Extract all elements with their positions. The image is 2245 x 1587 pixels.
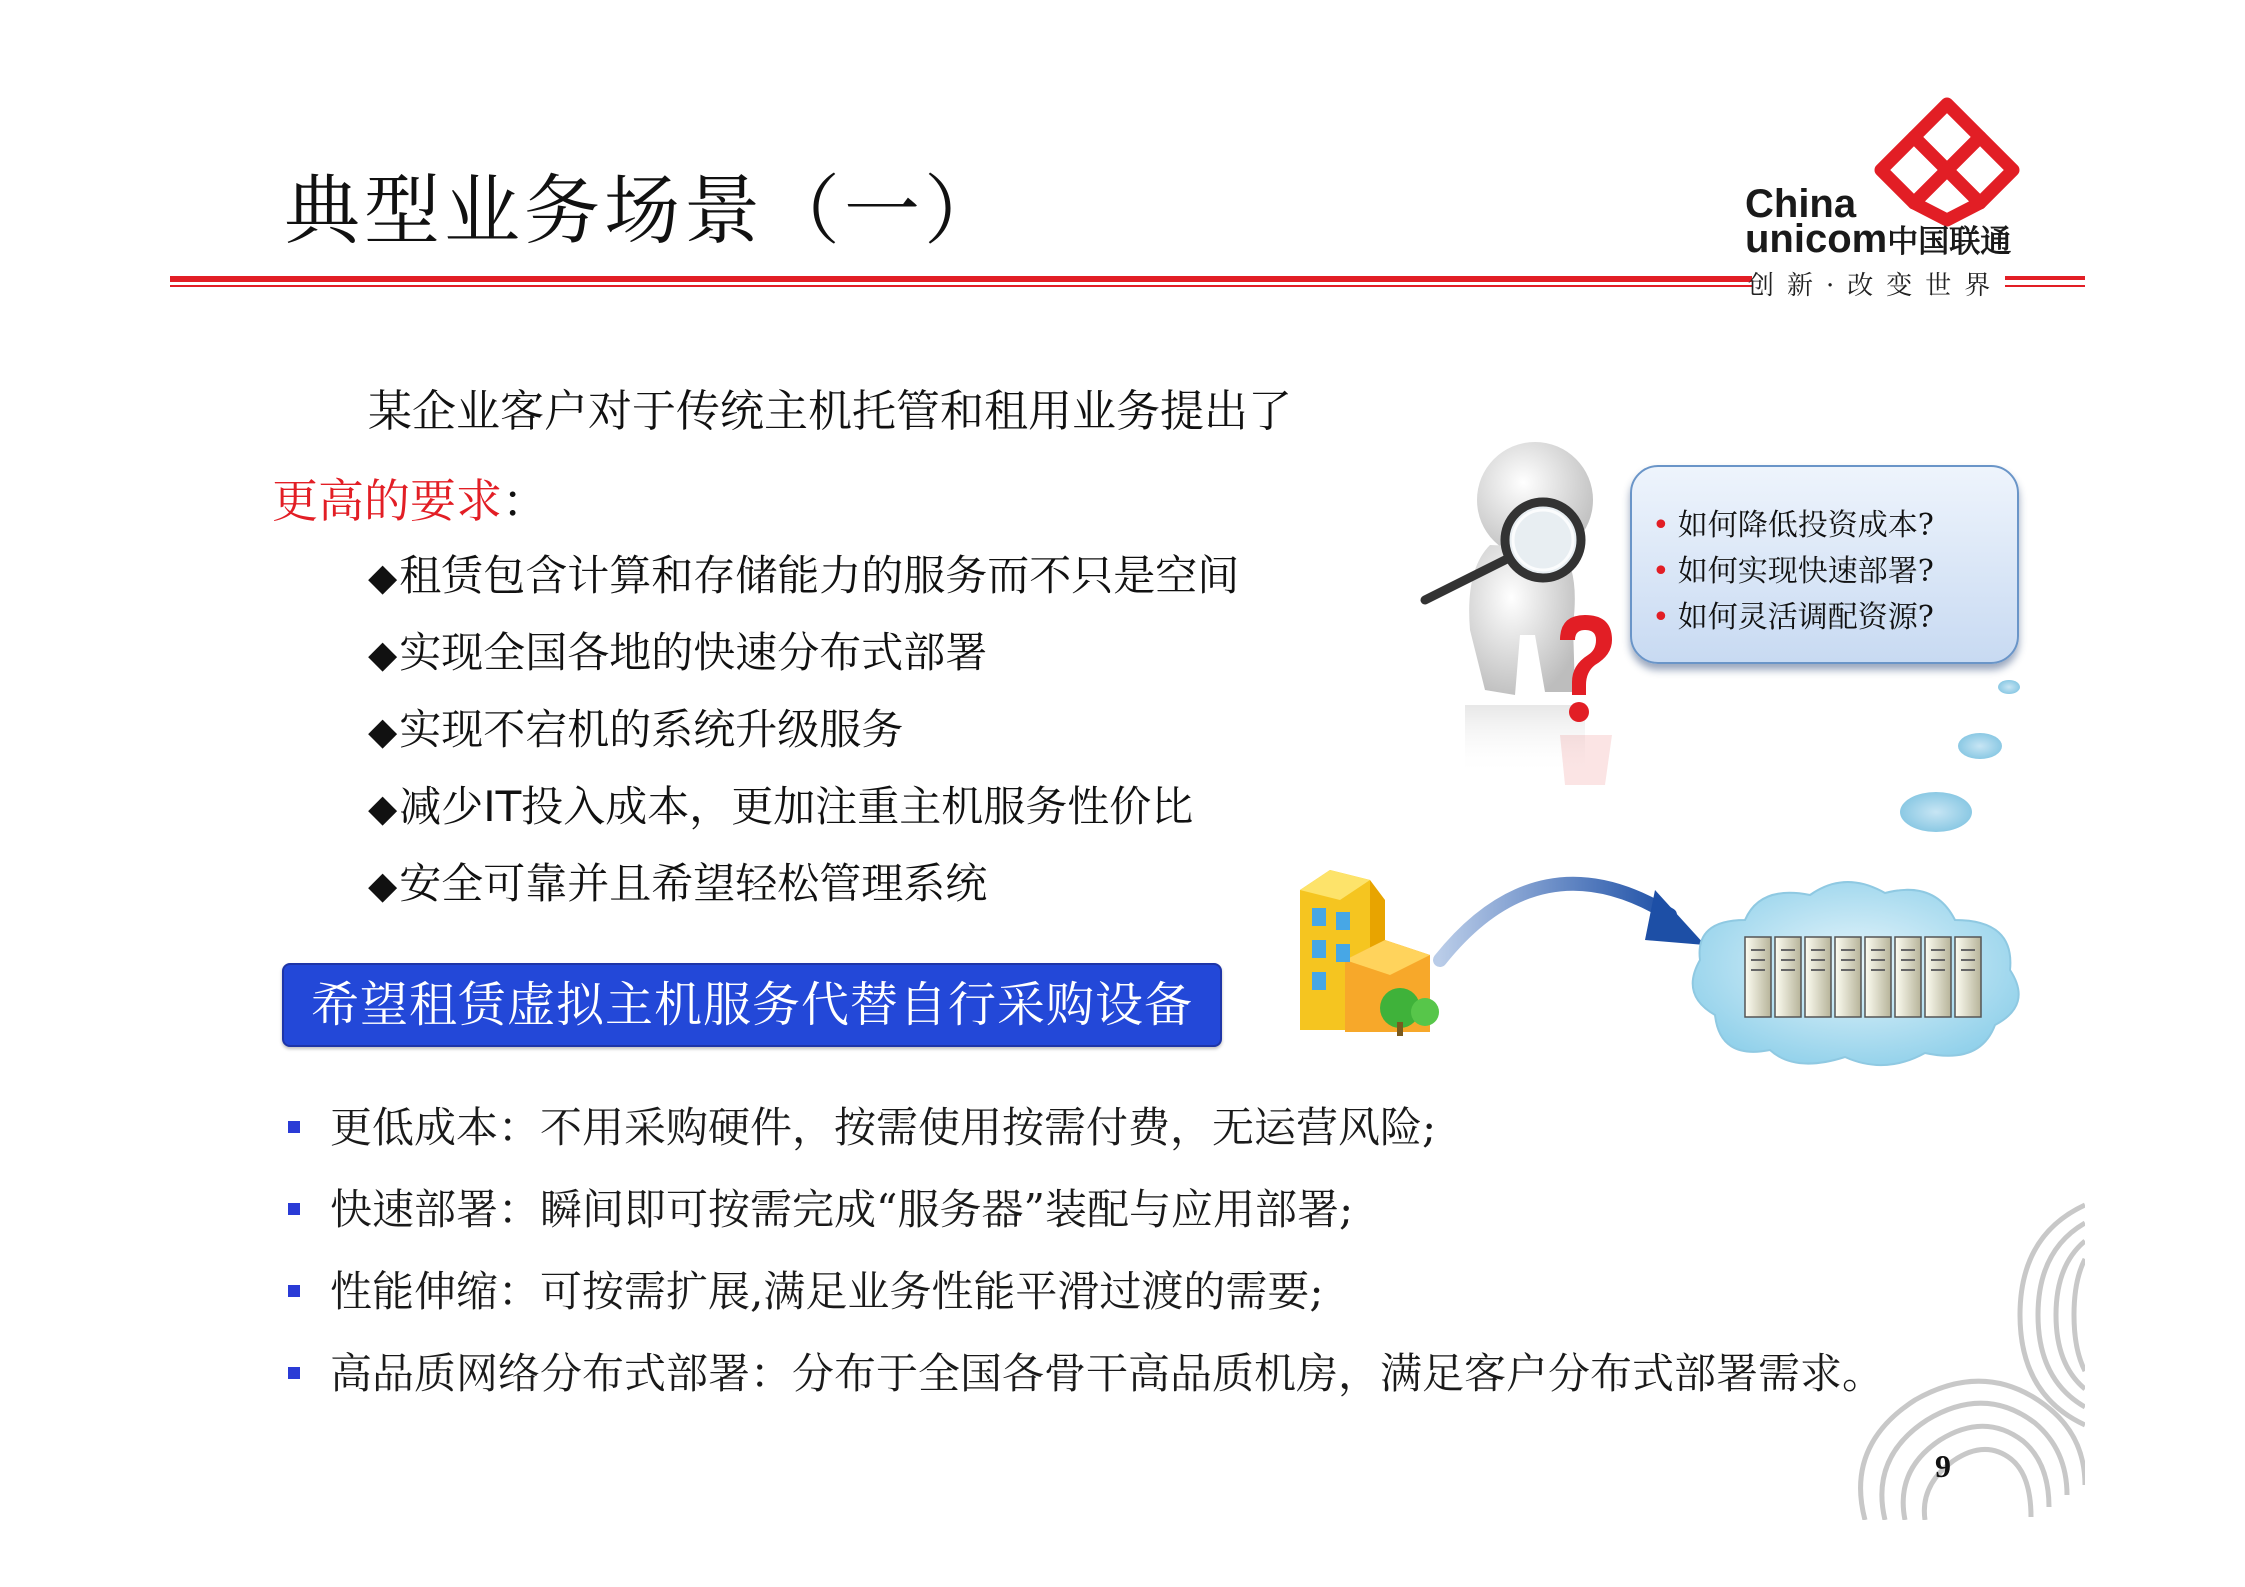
logo-slogan: 创新·改变世界 xyxy=(1748,271,2004,301)
header-rule-right-thick xyxy=(2005,276,2085,280)
requirements-heading xyxy=(272,465,548,531)
requirement-item: ◆租赁包含计算和存储能力的服务而不只是空间 xyxy=(368,551,1240,600)
logo-text-unicom xyxy=(1745,216,2011,262)
decorative-knot-corner-icon xyxy=(1845,1195,2085,1520)
logo-text-cn: 中国联通 xyxy=(1887,224,2012,259)
diamond-bullet-icon: ◆ xyxy=(368,632,398,676)
diamond-bullet-icon: ◆ xyxy=(368,555,398,599)
page-number: 9 xyxy=(1935,1448,1951,1484)
requirements-heading-red: 更高的要求 xyxy=(272,474,502,528)
logo-text-unicom-en: unicom xyxy=(1745,217,1888,261)
server-cloud-icon xyxy=(1675,865,2035,1075)
thought-dot xyxy=(1900,792,1972,832)
square-bullet-icon xyxy=(288,1121,300,1133)
benefit-item: 更低成本：不用采购硬件，按需使用按需付费，无运营风险; xyxy=(288,1095,1436,1155)
benefit-item: 高品质网络分布式部署：分布于全国各骨干高品质机房，满足客户分布式部署需求。 xyxy=(288,1341,1884,1401)
requirement-item: ◆减少IT投入成本，更加注重主机服务性价比 xyxy=(368,782,1194,831)
requirement-item: ◆安全可靠并且希望轻松管理系统 xyxy=(368,859,988,908)
diamond-bullet-icon: ◆ xyxy=(368,709,398,753)
intro-text: 某企业客户对于传统主机托管和租用业务提出了 xyxy=(368,386,1292,437)
question-mark-icon xyxy=(1550,610,1620,785)
logo-text-china: China xyxy=(1745,182,1857,226)
benefit-item: 快速部署：瞬间即可按需完成“服务器”装配与应用部署; xyxy=(288,1177,1353,1237)
hope-banner: 希望租赁虚拟主机服务代替自行采购设备 xyxy=(282,963,1222,1047)
square-bullet-icon xyxy=(288,1285,300,1297)
requirements-colon: ： xyxy=(502,474,548,528)
header-rule-thin xyxy=(170,285,1752,287)
square-bullet-icon xyxy=(288,1367,300,1379)
thought-dot xyxy=(1958,733,2002,759)
bubble-question: • 如何灵活调配资源? xyxy=(1652,600,1934,635)
requirement-item: ◆实现全国各地的快速分布式部署 xyxy=(368,628,988,677)
benefit-item: 性能伸缩：可按需扩展,满足业务性能平滑过渡的需要; xyxy=(288,1259,1324,1319)
page-title: 典型业务场景（一） xyxy=(284,166,1004,255)
header-rule-right-thin xyxy=(2005,285,2085,287)
square-bullet-icon xyxy=(288,1203,300,1215)
unicom-knot-logo-icon xyxy=(1862,92,2032,227)
diamond-bullet-icon: ◆ xyxy=(368,863,398,907)
header-rule-thick xyxy=(170,276,1752,282)
requirement-item: ◆实现不宕机的系统升级服务 xyxy=(368,705,904,754)
bubble-question: • 如何降低投资成本? xyxy=(1652,508,1934,543)
diamond-bullet-icon: ◆ xyxy=(368,786,398,830)
thought-dot xyxy=(1998,680,2020,694)
bubble-question: • 如何实现快速部署? xyxy=(1652,554,1934,589)
